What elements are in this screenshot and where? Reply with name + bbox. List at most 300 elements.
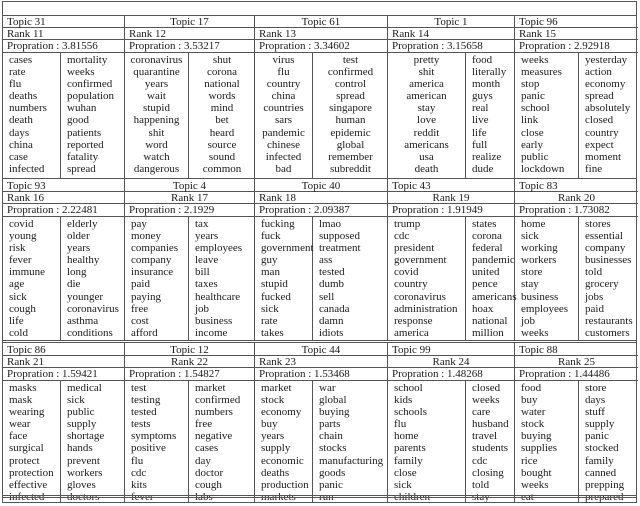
- topic-word: trump: [394, 218, 421, 230]
- topic-words: [255, 53, 387, 178]
- word-column-right: [579, 53, 638, 178]
- topic-word: fever: [131, 490, 154, 503]
- word-column-right: [313, 381, 388, 503]
- topic-group: [125, 179, 255, 341]
- topic-word: realize: [472, 150, 502, 163]
- topic-word: leave: [195, 254, 219, 267]
- topic-word: flu: [394, 418, 407, 431]
- topic-word: working: [521, 242, 558, 255]
- proportion-label: Propration : 1.48268: [388, 368, 514, 381]
- topic-word: source: [207, 138, 237, 151]
- topic-word: moment: [585, 150, 622, 163]
- topic-word: doctors: [67, 490, 100, 503]
- topic-word: closing: [472, 466, 504, 479]
- topic-word: food: [472, 54, 493, 66]
- topic-word: told: [472, 478, 490, 491]
- topic-word: full: [472, 138, 488, 151]
- topic-word: conditions: [67, 326, 113, 339]
- topic-word: population: [67, 90, 115, 103]
- topic-word: elderly: [67, 218, 98, 230]
- topic-word: children: [394, 490, 431, 503]
- topic-label: Topic 88: [515, 344, 638, 356]
- topic-word: human: [335, 114, 366, 127]
- topic-word: fuck: [261, 230, 281, 243]
- topic-word: americans: [404, 138, 449, 151]
- topic-word: subreddit: [330, 162, 371, 175]
- topic-word: administration: [394, 302, 458, 315]
- topic-word: coronavirus: [67, 302, 119, 315]
- topic-words: [125, 217, 254, 341]
- rank-label: Rank 19: [388, 192, 514, 204]
- proportion-label: Propration : 1.54827: [125, 368, 254, 381]
- topic-word: reddit: [413, 126, 440, 139]
- topic-word: american: [406, 90, 447, 103]
- topic-word: weeks: [521, 54, 549, 66]
- topic-word: restaurants: [585, 314, 633, 327]
- topic-word: age: [9, 278, 25, 291]
- topic-word: businesses: [585, 254, 632, 267]
- topic-group: [125, 15, 255, 178]
- topic-word: ass: [319, 254, 333, 267]
- topic-word: kids: [394, 394, 413, 407]
- topic-word: wear: [9, 418, 31, 431]
- topic-words: [388, 53, 514, 178]
- topic-word: years: [261, 430, 285, 443]
- topic-word: protect: [9, 454, 40, 467]
- topic-word: absolutely: [585, 102, 631, 115]
- word-column-right: [313, 53, 388, 178]
- topic-word: buying: [319, 406, 350, 419]
- topic-word: happening: [133, 114, 180, 127]
- proportion-label: Propration : 2.1929: [125, 204, 254, 217]
- topic-word: government: [261, 242, 314, 255]
- word-column-right: [579, 217, 638, 341]
- topic-word: bought: [521, 466, 552, 479]
- topic-words: [125, 381, 254, 503]
- topic-word: chain: [319, 430, 343, 443]
- topic-word: store: [521, 266, 543, 279]
- topic-word: cough: [9, 302, 36, 315]
- topic-word: parts: [319, 418, 341, 431]
- topic-label: Topic 61: [255, 16, 387, 28]
- topic-group: [388, 343, 515, 503]
- topic-word: treatment: [319, 242, 361, 255]
- word-column-right: [189, 381, 255, 503]
- topic-word: test: [342, 54, 359, 66]
- topic-word: lockdown: [521, 162, 565, 175]
- topic-word: manufacturing: [319, 454, 384, 467]
- topic-word: stupid: [143, 102, 170, 115]
- topic-word: close: [394, 466, 417, 479]
- topic-word: day: [195, 454, 211, 467]
- topic-group: [515, 15, 638, 178]
- topic-word: years: [144, 78, 169, 91]
- topic-word: month: [472, 78, 501, 91]
- topic-word: wuhan: [67, 102, 97, 115]
- topic-word: pence: [472, 278, 498, 291]
- topic-word: measures: [521, 66, 562, 79]
- topic-word: sick: [394, 478, 412, 491]
- topic-word: testing: [131, 394, 161, 407]
- topic-word: school: [521, 102, 550, 115]
- word-column-left: [515, 53, 579, 178]
- topic-words: [388, 217, 517, 341]
- topic-word: family: [585, 454, 614, 467]
- topic-word: sick: [9, 290, 27, 303]
- topic-word: usa: [419, 150, 434, 163]
- topic-word: labs: [195, 490, 213, 503]
- topic-group: [388, 179, 515, 341]
- rank-label: Rank 11: [3, 28, 124, 40]
- rank-label: Rank 20: [515, 192, 638, 204]
- topic-word: employees: [195, 242, 243, 255]
- topic-word: travel: [472, 430, 498, 443]
- topic-word: business: [521, 290, 559, 303]
- rank-label: Rank 24: [388, 356, 514, 368]
- topic-word: rate: [261, 314, 278, 327]
- topic-label: Topic 96: [515, 16, 638, 28]
- topic-word: customers: [585, 326, 630, 339]
- topic-word: prepping: [585, 478, 625, 491]
- word-column-left: [255, 53, 313, 178]
- topic-word: confirmed: [67, 78, 113, 91]
- topic-word: negative: [195, 430, 233, 443]
- topic-word: healthcare: [195, 290, 241, 303]
- topic-words: [515, 217, 638, 341]
- topic-word: chinese: [267, 138, 300, 151]
- topic-words: [388, 381, 514, 503]
- topic-word: mind: [210, 102, 234, 115]
- topic-word: wearing: [9, 406, 45, 419]
- topic-label: Topic 4: [125, 180, 254, 192]
- table-band: [3, 15, 636, 178]
- topic-word: control: [334, 78, 367, 91]
- topic-word: shut: [212, 54, 232, 66]
- topic-word: global: [319, 394, 347, 407]
- rank-label: Rank 23: [255, 356, 387, 368]
- word-column-right: [579, 381, 638, 503]
- topic-word: mortality: [67, 54, 108, 66]
- topic-word: prepared: [585, 490, 624, 503]
- topic-word: spread: [336, 90, 365, 103]
- topic-word: pandemic: [262, 126, 305, 139]
- topic-group: [125, 343, 255, 503]
- topic-word: essential: [585, 230, 623, 243]
- topic-word: stay: [472, 490, 490, 503]
- topic-word: insurance: [131, 266, 174, 279]
- topic-label: Topic 86: [3, 344, 124, 356]
- word-column-left: [125, 217, 189, 341]
- topic-word: death: [9, 114, 33, 127]
- topic-word: virus: [272, 54, 295, 66]
- topic-word: weeks: [521, 326, 549, 339]
- proportion-label: Propration : 2.09387: [255, 204, 387, 217]
- topic-label: Topic 83: [515, 180, 638, 192]
- topic-word: guy: [261, 254, 278, 267]
- topic-word: dumb: [319, 278, 345, 291]
- topic-word: family: [394, 454, 423, 467]
- topic-word: husband: [472, 418, 509, 431]
- word-column-right: [61, 381, 125, 503]
- topic-word: face: [9, 430, 28, 443]
- topic-word: positive: [131, 442, 166, 455]
- topic-word: water: [521, 406, 546, 419]
- topic-word: coronavirus: [130, 54, 183, 66]
- topic-word: rice: [521, 454, 538, 467]
- topic-word: states: [472, 218, 497, 230]
- topic-label: Topic 93: [3, 180, 124, 192]
- topic-word: weeks: [67, 66, 95, 79]
- topic-word: years: [67, 242, 91, 255]
- word-column-left: [388, 381, 466, 503]
- topic-word: afford: [131, 326, 158, 339]
- topic-word: buy: [261, 418, 278, 431]
- topic-word: closed: [585, 114, 614, 127]
- topic-word: days: [585, 394, 606, 407]
- topic-word: remember: [328, 150, 373, 163]
- topic-word: action: [585, 66, 612, 79]
- topic-word: home: [521, 218, 546, 230]
- topic-word: cost: [131, 314, 149, 327]
- topic-word: damn: [319, 314, 344, 327]
- topic-word: fucking: [261, 218, 295, 230]
- topic-word: numbers: [195, 406, 233, 419]
- topic-word: supplies: [521, 442, 558, 455]
- word-column-left: [3, 53, 61, 178]
- topic-word: cough: [195, 478, 222, 491]
- topic-word: long: [67, 266, 87, 279]
- topic-label: Topic 43: [388, 180, 514, 192]
- topic-word: paying: [131, 290, 161, 303]
- topic-word: patients: [67, 126, 102, 139]
- topic-word: president: [394, 242, 435, 255]
- word-column-left: [255, 381, 313, 503]
- topic-word: dangerous: [133, 162, 180, 175]
- topic-word: cdc: [394, 230, 410, 243]
- rank-label: Rank 12: [125, 28, 254, 40]
- word-column-left: [515, 381, 579, 503]
- topic-word: younger: [67, 290, 104, 303]
- topic-word: cdc: [472, 454, 488, 467]
- word-column-left: [125, 381, 189, 503]
- topic-word: masks: [9, 382, 37, 394]
- topic-word: quarantine: [133, 66, 180, 79]
- topic-word: medical: [67, 382, 102, 394]
- topic-word: closed: [472, 382, 501, 394]
- topic-word: die: [67, 278, 81, 291]
- topic-table: [2, 1, 637, 503]
- topic-word: production: [261, 478, 309, 491]
- topic-word: americans: [472, 290, 517, 303]
- topic-word: corona: [472, 230, 502, 243]
- topic-word: risk: [9, 242, 26, 255]
- topic-word: yesterday: [585, 54, 628, 66]
- topic-word: coronavirus: [394, 290, 446, 303]
- topic-word: paid: [585, 302, 604, 315]
- topic-group: [255, 15, 388, 178]
- topic-word: panic: [319, 478, 343, 491]
- topic-word: link: [521, 114, 539, 127]
- topic-word: food: [521, 382, 542, 394]
- topic-word: love: [417, 114, 436, 127]
- proportion-label: Propration : 3.53217: [125, 40, 254, 53]
- topic-word: stocked: [585, 442, 619, 455]
- topic-word: company: [585, 242, 626, 255]
- topic-word: confirmed: [327, 66, 374, 79]
- topic-word: country: [585, 126, 619, 139]
- topic-word: cases: [195, 442, 219, 455]
- proportion-label: Propration : 3.34602: [255, 40, 387, 53]
- topic-word: infected: [9, 162, 45, 175]
- topic-group: [3, 15, 125, 178]
- topic-word: federal: [472, 242, 503, 255]
- topic-word: supposed: [319, 230, 360, 243]
- topic-word: free: [131, 302, 149, 315]
- topic-word: stop: [521, 78, 540, 91]
- topic-word: stay: [417, 102, 436, 115]
- topic-word: economy: [585, 78, 626, 91]
- topic-word: takes: [261, 326, 284, 339]
- topic-word: buying: [521, 430, 552, 443]
- topic-word: deaths: [261, 466, 290, 479]
- topic-word: covid: [394, 266, 419, 279]
- topic-word: goods: [319, 466, 346, 479]
- topic-word: sick: [67, 394, 85, 407]
- topic-word: prevent: [67, 454, 100, 467]
- topic-word: employees: [521, 302, 569, 315]
- topic-word: protection: [9, 466, 54, 479]
- table-band: [3, 178, 636, 341]
- topic-word: fucked: [261, 290, 291, 303]
- topic-word: literally: [472, 66, 507, 79]
- topic-word: jobs: [585, 290, 604, 303]
- rank-label: Rank 16: [3, 192, 124, 204]
- rank-label: Rank 14: [388, 28, 514, 40]
- topic-word: years: [195, 230, 219, 243]
- topic-word: sick: [521, 230, 539, 243]
- topic-word: job: [521, 314, 536, 327]
- topic-word: heard: [209, 126, 235, 139]
- topic-word: spread: [585, 90, 614, 103]
- topic-word: workers: [67, 466, 103, 479]
- topic-word: flu: [9, 78, 22, 91]
- topic-word: paid: [131, 278, 150, 291]
- topic-word: parents: [394, 442, 426, 455]
- topic-word: infected: [265, 150, 302, 163]
- word-column-left: [255, 217, 313, 341]
- word-column-right: [466, 53, 515, 178]
- word-column-right: [61, 53, 125, 178]
- topic-word: panic: [585, 430, 609, 443]
- topic-word: tested: [131, 406, 157, 419]
- topic-word: store: [585, 382, 607, 394]
- topic-word: company: [131, 254, 172, 267]
- topic-word: cases: [9, 54, 33, 66]
- topic-word: economy: [261, 406, 302, 419]
- topic-word: numbers: [9, 102, 47, 115]
- topic-word: canned: [585, 466, 617, 479]
- topic-label: Topic 17: [125, 16, 254, 28]
- word-column-left: [388, 217, 466, 341]
- topic-word: shit: [148, 126, 165, 139]
- topic-word: singapore: [329, 102, 372, 115]
- topic-word: good: [67, 114, 89, 127]
- proportion-label: Propration : 1.44486: [515, 368, 638, 381]
- topic-label: Topic 40: [255, 180, 387, 192]
- topic-label: Topic 99: [388, 344, 514, 356]
- topic-word: million: [472, 326, 504, 339]
- topic-word: stocks: [319, 442, 347, 455]
- topic-word: stay: [521, 278, 539, 291]
- topic-words: [3, 217, 124, 341]
- topic-word: covid: [9, 218, 34, 230]
- topic-word: stores: [585, 218, 611, 230]
- topic-word: countries: [263, 102, 304, 115]
- topic-word: death: [414, 162, 439, 175]
- topic-word: job: [195, 302, 210, 315]
- topic-word: sell: [319, 290, 335, 303]
- topic-word: public: [67, 406, 95, 419]
- topic-word: reported: [67, 138, 104, 151]
- topic-word: live: [472, 114, 489, 127]
- topic-word: buy: [521, 394, 538, 407]
- topic-word: common: [202, 162, 242, 175]
- topic-word: schools: [394, 406, 427, 419]
- topic-word: immune: [9, 266, 46, 279]
- proportion-label: Propration : 2.92918: [515, 40, 638, 53]
- proportion-label: Propration : 1.91949: [388, 204, 514, 217]
- topic-word: watch: [143, 150, 170, 163]
- topic-word: panic: [521, 90, 545, 103]
- topic-label: Topic 31: [3, 16, 124, 28]
- topic-word: hands: [67, 442, 93, 455]
- topic-word: case: [9, 150, 28, 163]
- topic-word: idiots: [319, 326, 344, 339]
- topic-word: supply: [261, 442, 291, 455]
- topic-word: spread: [67, 162, 96, 175]
- topic-word: global: [336, 138, 365, 151]
- word-column-right: [189, 217, 255, 341]
- topic-word: epidemic: [330, 126, 371, 139]
- topic-words: [3, 381, 124, 503]
- topic-word: fatality: [67, 150, 99, 163]
- topic-words: [515, 381, 638, 503]
- topic-word: sound: [208, 150, 236, 163]
- topic-word: flu: [131, 454, 144, 467]
- topic-word: word: [145, 138, 168, 151]
- topic-word: bad: [275, 162, 292, 175]
- topic-word: weeks: [521, 478, 549, 491]
- proportion-label: Propration : 1.59421: [3, 368, 124, 381]
- topic-word: cold: [9, 326, 28, 339]
- topic-word: care: [472, 406, 491, 419]
- rank-label: Rank 15: [515, 28, 638, 40]
- topic-group: [3, 343, 125, 503]
- table-header-blank-row: [3, 2, 636, 16]
- topic-word: stock: [261, 394, 285, 407]
- topic-word: tested: [319, 266, 345, 279]
- topic-word: business: [195, 314, 233, 327]
- word-column-right: [466, 381, 515, 503]
- topic-words: [255, 381, 387, 503]
- topic-word: eat: [521, 490, 534, 503]
- topic-word: hoax: [472, 302, 494, 315]
- topic-word: shit: [418, 66, 435, 79]
- word-column-left: [515, 217, 579, 341]
- topic-word: deaths: [9, 90, 38, 103]
- proportion-label: Propration : 1.53468: [255, 368, 387, 381]
- topic-word: told: [585, 266, 603, 279]
